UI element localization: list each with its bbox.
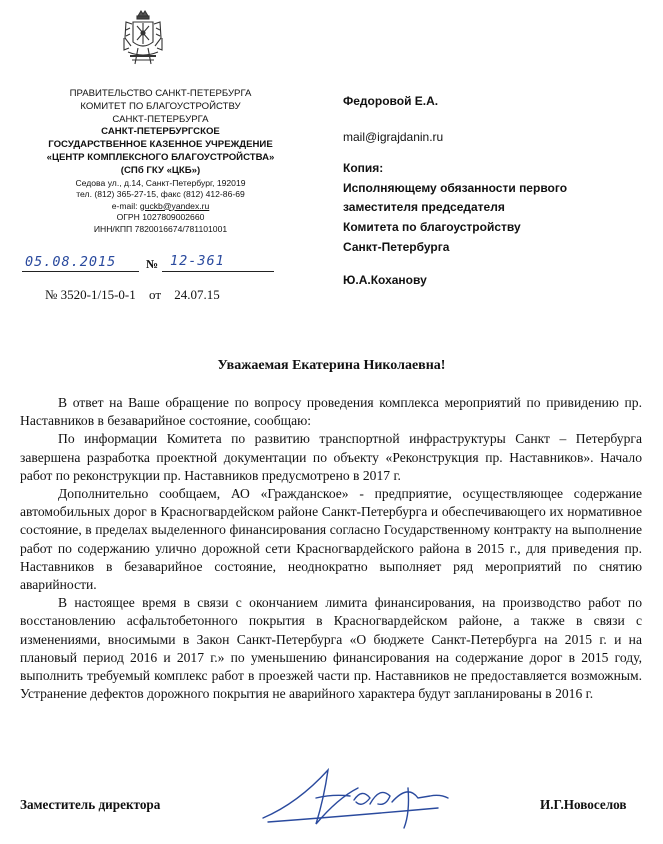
registration-number: 12-361 [170,253,225,269]
sender-phone: тел. (812) 365-27-15, факс (812) 412-86-69 [76,189,245,200]
registration-line [22,254,274,272]
signatory-name: И.Г.Новоселов [540,797,627,812]
header-line: ГОСУДАРСТВЕННОЕ КАЗЕННОЕ УЧРЕЖДЕНИЕ [48,139,273,151]
letter-body [20,394,642,703]
copy-label: Копия: [343,161,384,176]
paragraph: В настоящее время в связи с окончанием лимита финансирования, на производство работ по восстановлению асфальтобетонного покрытия в Красногвардейском районе, а также в связи с изменениями, вносимыми в Закон Санкт-Петербурга «О бюджете Санкт-Петербурга на 2015 г. и на плановый период 2016 и 2017 г.» по уменьшению финансирования на содержание дорог в 2015 году, выполнить требуемый комплекс работ в проезжей части пр. Наставников не предоставляется возможным. Устранение дефектов дорожного покрытия не аварийного характера будут запланированы в 2016 г. [20,595,642,702]
header-line: ПРАВИТЕЛЬСТВО САНКТ-ПЕТЕРБУРГА [69,88,252,99]
paragraph: Дополнительно сообщаем, АО «Гражданское» - предприятие, осуществляющее содержание автомобильных дорог в Красногвардейском районе Санкт-Петербурга и обеспечивающего их нормативное состояние, в пределах выделенного финансирования согласно Государственному контракту на выполнение работ по содержанию улично дорожной сети Красногвардейского района в 2015 г., для приведения пр. Наставников в безаварийное состояние, неоднократно выполняет ряд мероприятий по снятию аварийности. [20,486,642,593]
sender-email [18,201,303,213]
salutation: Уважаемая Екатерина Николаевна! [217,358,446,373]
sender-ogrn: ОГРН 1027809002660 [116,212,205,223]
paragraph: В ответ на Ваше обращение по вопросу проведения комплекса мероприятий по привидению пр. Наставников в безаварийное состояние, сообщаю: [20,395,642,429]
reference-date: 24.07.15 [174,287,220,302]
registration-date: 05.08.2015 [25,254,117,270]
email-link[interactable]: guckb@yandex.ru [139,200,210,211]
header-line: КОМИТЕТ ПО БЛАГОУСТРОЙСТВУ [80,100,241,112]
header-line: «ЦЕНТР КОМПЛЕКСНОГО БЛАГОУСТРОЙСТВА» [46,151,275,163]
number-underline [162,271,274,272]
email-label: e-mail: [111,200,138,211]
copy-line: Исполняющему обязанности первого [343,180,568,195]
paragraph: По информации Комитета по развитию транспортной инфраструктуры Санкт – Петербурга завершена разработка проектной документации по объекту «Реконструкция пр. Наставников». Начало работ по реконструкции пр. Наставников предусмотрено в 2017 г. [20,431,642,483]
handwritten-signature [258,758,458,838]
date-underline [22,271,139,272]
number-sign: № [146,257,159,271]
coat-of-arms-emblem [118,8,168,68]
reference-line [45,287,220,303]
header-line: (СПб ГКУ «ЦКБ») [120,164,201,176]
reference-from: от [149,287,162,302]
copy-line: Санкт-Петербурга [343,239,450,254]
recipient-block [343,92,567,291]
sender-address: Седова ул., д.14, Санкт-Петербург, 192019 [75,177,246,188]
reference-number: № 3520-1/15-0-1 [45,287,136,302]
copy-name: Ю.А.Коханову [343,273,427,288]
copy-line: заместителя председателя [343,200,505,215]
header-line: САНКТ-ПЕТЕРБУРГА [112,113,209,125]
signature-position: Заместитель директора [20,797,161,812]
recipient-email[interactable]: mail@igrajdanin.ru [343,129,444,144]
recipient-name: Федоровой Е.А. [343,94,439,108]
sender-inn: ИНН/КПП 7820016674/781101001 [93,223,228,234]
sender-header [18,88,303,235]
header-line: САНКТ-ПЕТЕРБУРГСКОЕ [101,126,220,138]
copy-line: Комитета по благоустройству [343,219,521,234]
